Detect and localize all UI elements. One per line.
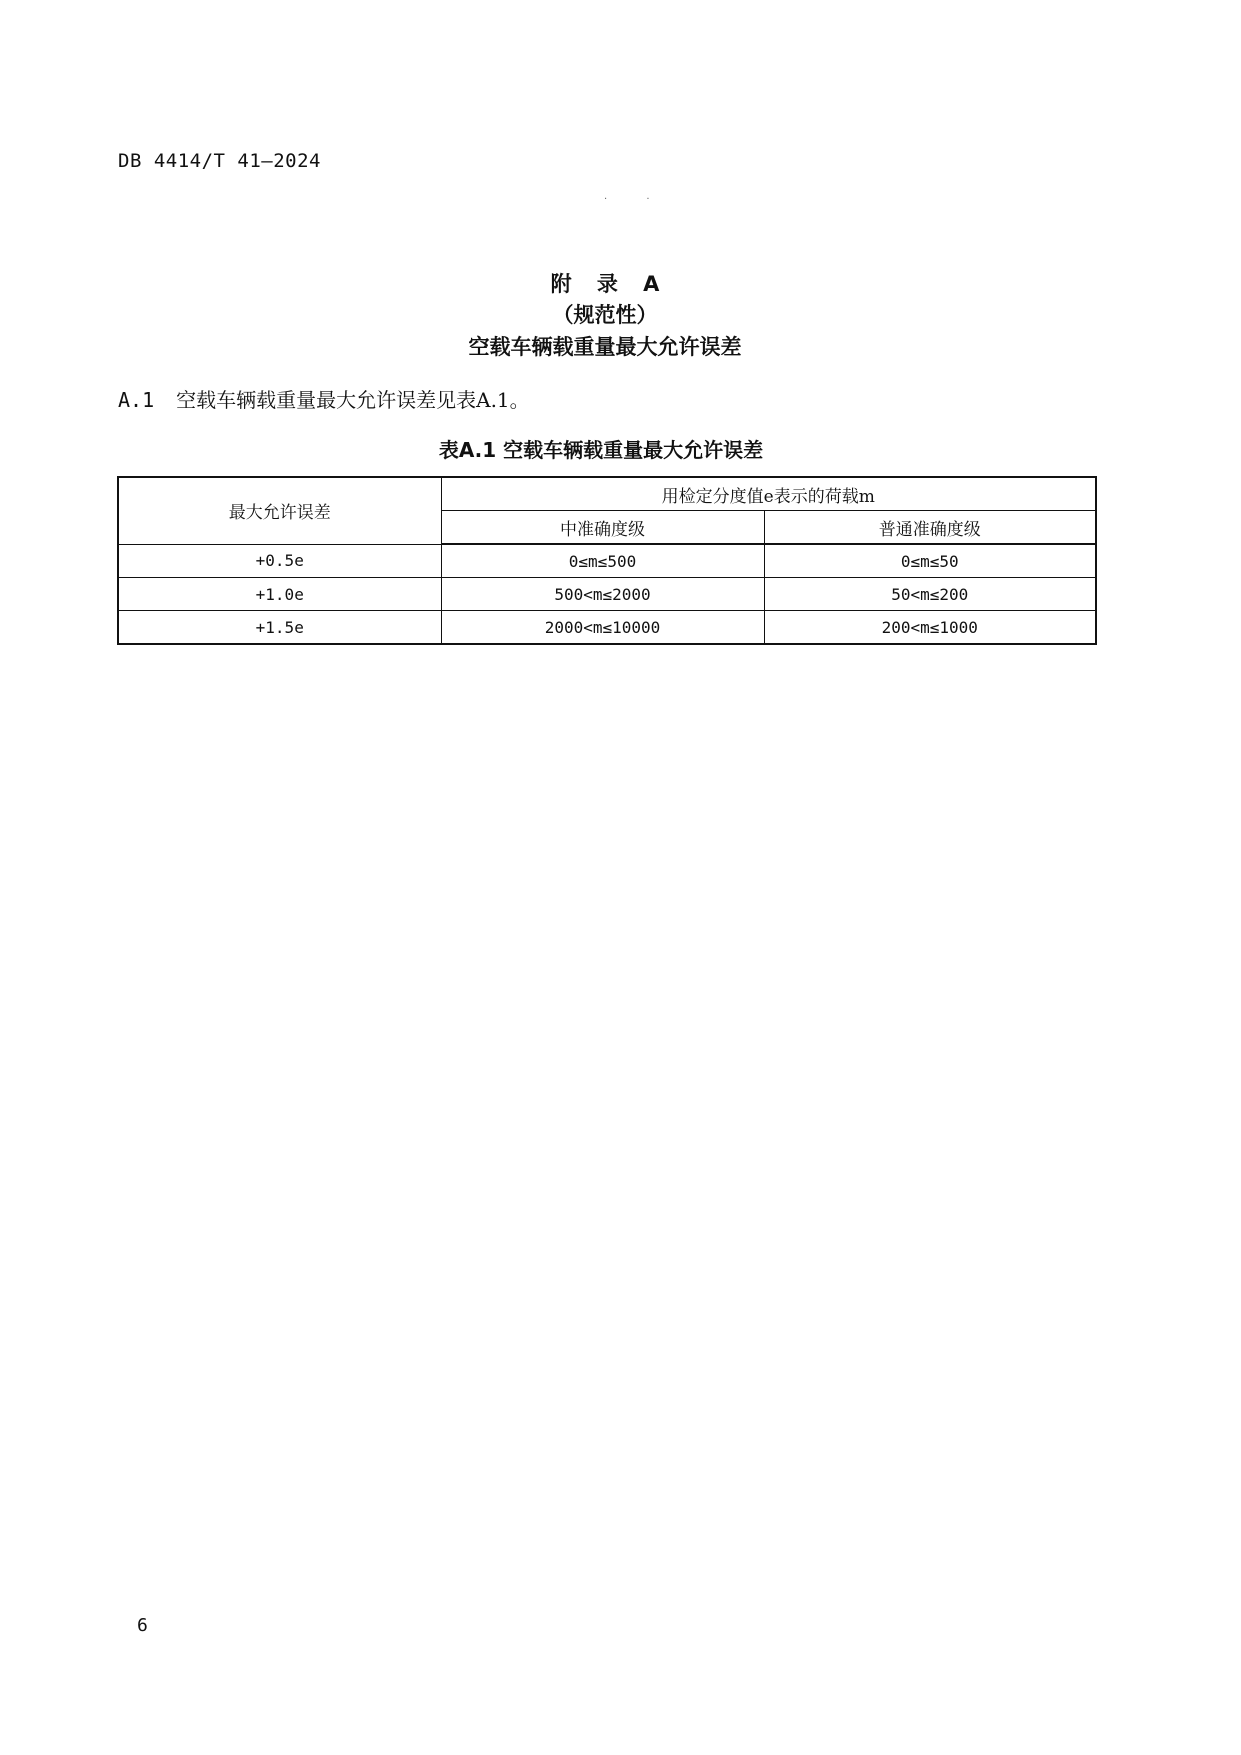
table-cell-error: +1.0e [118,578,441,611]
clause-text: 空载车辆载重量最大允许误差见表A.1。 [176,388,530,412]
table-cell-medium: 2000<m≤10000 [441,611,764,645]
table-cell-medium: 500<m≤2000 [441,578,764,611]
table-cell-error: +0.5e [118,544,441,578]
annex-name: 空载车辆载重量最大允许误差 [468,335,742,359]
header-medium-accuracy: 中准确度级 [441,511,764,545]
header-load-group: 用检定分度值e表示的荷载m [441,477,1096,511]
decorative-dots: · · [604,194,668,205]
table-row [118,544,1096,578]
table-cell-ordinary: 0≤m≤50 [764,544,1096,578]
table-caption: 表A.1 空载车辆载重量最大允许误差 [438,438,764,462]
annex-label: 附 录 A [550,272,660,296]
document-code: DB 4414/T 41—2024 [118,150,321,172]
error-table [117,476,1097,645]
table-cell-medium: 0≤m≤500 [441,544,764,578]
table-cell-error: +1.5e [118,611,441,645]
table-row [118,578,1096,611]
clause-number: A.1 [118,388,155,412]
table-row [118,611,1096,645]
table-cell-ordinary: 50<m≤200 [764,578,1096,611]
clause-a1 [118,384,530,413]
page-number: 6 [137,1615,148,1636]
header-max-error: 最大允许误差 [118,477,441,544]
annex-nature: （规范性） [552,303,658,327]
table-cell-ordinary: 200<m≤1000 [764,611,1096,645]
header-ordinary-accuracy: 普通准确度级 [764,511,1096,545]
